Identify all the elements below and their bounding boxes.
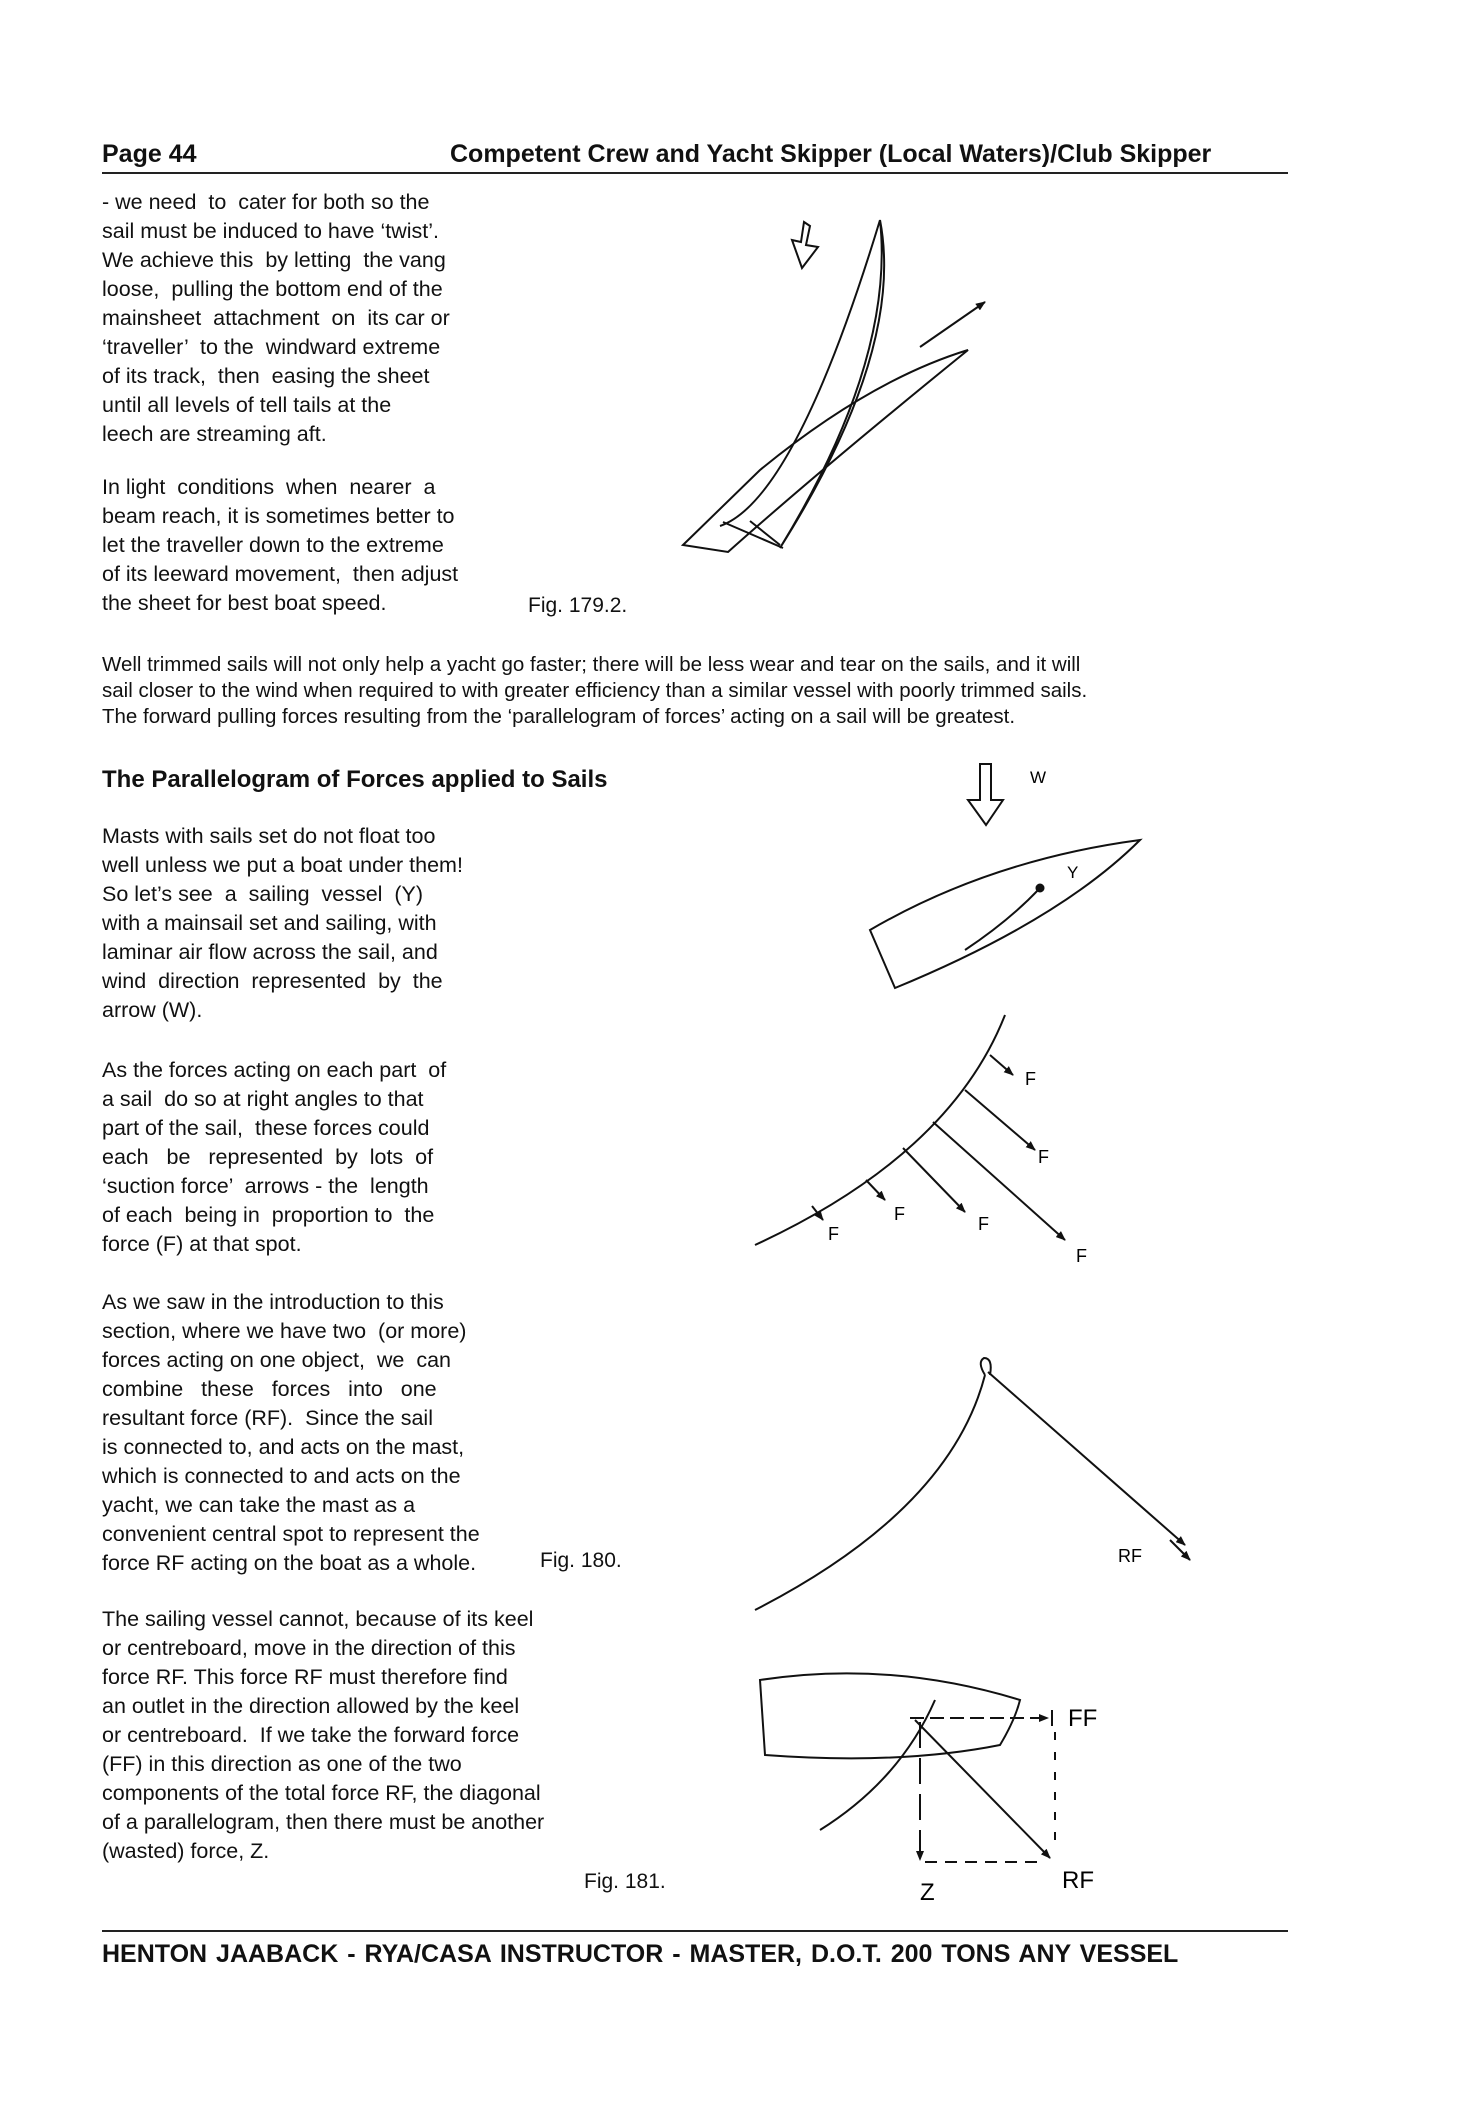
fig-181-caption: Fig. 181. bbox=[584, 1870, 666, 1893]
text-line: ‘traveller’ to the windward extreme bbox=[102, 335, 441, 359]
text-line: sail closer to the wind when required to with greater efficiency than a similar vessel with poorly trimmed sails. bbox=[102, 679, 1088, 702]
text-line: well unless we put a boat under them! bbox=[102, 853, 463, 877]
text-line: In light conditions when nearer a bbox=[102, 475, 436, 499]
text-line: leech are streaming aft. bbox=[102, 422, 327, 446]
fig-180-ref: Fig. 180. bbox=[540, 1549, 622, 1572]
wind-label: W bbox=[1030, 768, 1047, 787]
force-label: F bbox=[1038, 1147, 1049, 1167]
force-label: F bbox=[894, 1204, 905, 1224]
text-line: the sheet for best boat speed. bbox=[102, 591, 387, 615]
text-line: components of the total force RF, the diagonal bbox=[102, 1781, 541, 1805]
text-line: Well trimmed sails will not only help a yacht go faster; there will be less wear and tear on the sails, and it will bbox=[102, 653, 1081, 676]
force-arrow bbox=[965, 1090, 1035, 1150]
text-line: until all levels of tell tails at the bbox=[102, 393, 392, 417]
force-label: F bbox=[1076, 1246, 1087, 1266]
mast-dot bbox=[1037, 885, 1044, 892]
text-line: forces acting on one object, we can bbox=[102, 1348, 451, 1372]
text-line: force RF acting on the boat as a whole. bbox=[102, 1551, 477, 1575]
parallelogram-diagram bbox=[760, 1673, 1055, 1862]
vessel-label: Y bbox=[1067, 863, 1079, 882]
text-line: each be represented by lots of bbox=[102, 1145, 434, 1169]
text-line: or centreboard. If we take the forward force bbox=[102, 1723, 520, 1747]
text-line: force RF. This force RF must therefore find bbox=[102, 1665, 508, 1689]
boat-hull bbox=[683, 350, 968, 552]
text-line: As we saw in the introduction to this bbox=[102, 1290, 444, 1314]
text-line: We achieve this by letting the vang bbox=[102, 248, 446, 272]
wind-arrow-icon bbox=[792, 222, 818, 268]
resultant-label: RF bbox=[1118, 1546, 1142, 1566]
text-line: with a mainsail set and sailing, with bbox=[102, 911, 437, 935]
text-line: The sailing vessel cannot, because of its keel bbox=[102, 1607, 534, 1631]
mainsail-line bbox=[965, 888, 1040, 950]
text-line: sail must be induced to have ‘twist’. bbox=[102, 219, 439, 243]
resultant-force-arrow bbox=[915, 1720, 1050, 1858]
text-line: Masts with sails set do not float too bbox=[102, 824, 436, 848]
sail-curve bbox=[755, 1375, 985, 1610]
sail-curve bbox=[820, 1700, 935, 1830]
force-label: F bbox=[828, 1224, 839, 1244]
resultant-label: RF bbox=[1062, 1867, 1094, 1894]
text-line: let the traveller down to the extreme bbox=[102, 533, 444, 557]
text-line: which is connected to and acts on the bbox=[102, 1464, 461, 1488]
text-line: beam reach, it is sometimes better to bbox=[102, 504, 455, 528]
text-line: is connected to, and acts on the mast, bbox=[102, 1435, 465, 1459]
force-arrow bbox=[933, 1122, 1065, 1240]
text-line: arrow (W). bbox=[102, 998, 203, 1022]
vessel-diagram bbox=[870, 764, 1140, 988]
text-line: So let’s see a sailing vessel (Y) bbox=[102, 882, 424, 906]
wasted-force-label: Z bbox=[920, 1879, 935, 1906]
text-line: of its track, then easing the sheet bbox=[102, 364, 430, 388]
mast-line bbox=[720, 220, 880, 526]
text-line: loose, pulling the bottom end of the bbox=[102, 277, 443, 301]
text-line: - we need to cater for both so the bbox=[102, 190, 430, 214]
fig-179-caption: Fig. 179.2. bbox=[528, 594, 628, 617]
text-line: mainsheet attachment on its car or bbox=[102, 306, 450, 330]
force-label: F bbox=[1025, 1069, 1036, 1089]
forward-force-label: FF bbox=[1068, 1705, 1098, 1732]
wind-arrow-icon bbox=[968, 764, 1003, 825]
text-line: (wasted) force, Z. bbox=[102, 1839, 270, 1863]
force-arrow bbox=[866, 1180, 885, 1200]
force-arrow bbox=[812, 1206, 823, 1220]
text-line: of its leeward movement, then adjust bbox=[102, 562, 459, 586]
force-arrow bbox=[990, 1055, 1013, 1075]
fig-179-diagram bbox=[683, 220, 985, 552]
hull-outline bbox=[760, 1673, 1020, 1758]
sail-curve bbox=[755, 1015, 1005, 1245]
resultant-force-arrow bbox=[988, 1372, 1185, 1545]
page-number: Page 44 bbox=[102, 140, 197, 168]
text-line: force (F) at that spot. bbox=[102, 1232, 302, 1256]
text-line: As the forces acting on each part of bbox=[102, 1058, 447, 1082]
text-line: section, where we have two (or more) bbox=[102, 1319, 467, 1343]
text-line: an outlet in the direction allowed by the keel bbox=[102, 1694, 520, 1718]
text-line: (FF) in this direction as one of the two bbox=[102, 1752, 462, 1776]
twisted-sail bbox=[780, 220, 884, 548]
running-title: Competent Crew and Yacht Skipper (Local Waters)/Club Skipper bbox=[450, 140, 1212, 168]
rf-pointer-arrow bbox=[1170, 1540, 1190, 1560]
text-line: of a parallelogram, then there must be another bbox=[102, 1810, 545, 1834]
text-line: laminar air flow across the sail, and bbox=[102, 940, 438, 964]
text-line: convenient central spot to represent the bbox=[102, 1522, 480, 1546]
force-arrow bbox=[903, 1148, 965, 1212]
resultant-force-diagram bbox=[755, 1358, 1190, 1610]
text-line: or centreboard, move in the direction of this bbox=[102, 1636, 516, 1660]
text-line: yacht, we can take the mast as a bbox=[102, 1493, 416, 1517]
footer-text: HENTON JAABACK - RYA/CASA INSTRUCTOR - MASTER, D.O.T. 200 TONS ANY VESSEL bbox=[102, 1940, 1179, 1968]
boom-line bbox=[750, 521, 780, 545]
text-line: wind direction represented by the bbox=[102, 969, 443, 993]
airflow-arrow bbox=[920, 302, 985, 347]
text-line: of each being in proportion to the bbox=[102, 1203, 435, 1227]
section-heading: The Parallelogram of Forces applied to Sails bbox=[102, 766, 608, 793]
text-line: a sail do so at right angles to that bbox=[102, 1087, 424, 1111]
text-line: combine these forces into one bbox=[102, 1377, 437, 1401]
boat-outline bbox=[870, 840, 1140, 988]
text-line: part of the sail, these forces could bbox=[102, 1116, 430, 1140]
text-line: ‘suction force’ arrows - the length bbox=[102, 1174, 429, 1198]
suction-forces-diagram bbox=[755, 1015, 1065, 1245]
boom-line bbox=[723, 522, 783, 548]
text-line: The forward pulling forces resulting from the ‘parallelogram of forces’ acting on a sail will be greatest. bbox=[102, 705, 1016, 728]
text-line: resultant force (RF). Since the sail bbox=[102, 1406, 433, 1430]
force-label: F bbox=[978, 1214, 989, 1234]
